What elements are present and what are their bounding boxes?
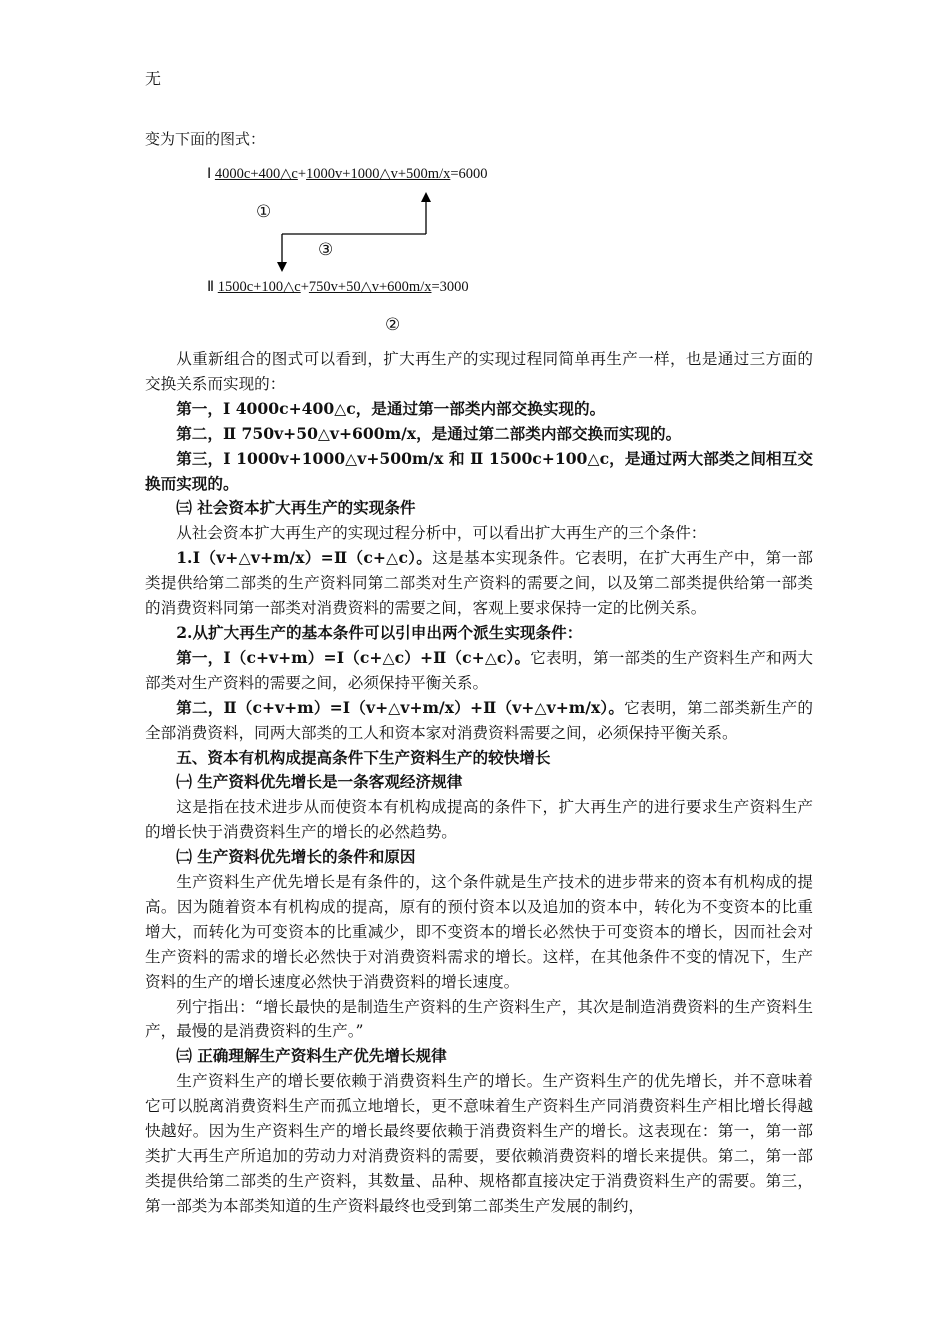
row2-term-c: 1500c+100△c <box>217 279 301 295</box>
row1-term-v: 1000v+1000△v+500m/x <box>306 166 451 182</box>
row1-plus: + <box>297 166 307 182</box>
row2-plus: + <box>300 279 309 295</box>
paragraph-7 <box>145 546 813 621</box>
paragraph-8: 2.从扩大再生产的基本条件可以引申出两个派生实现条件： <box>176 622 583 642</box>
paragraph-1: 从重新组合的图式可以看到，扩大再生产的实现过程同简单再生产一样，也是通过三方面的交换关系而实现的： <box>145 350 813 393</box>
marker-3: ③ <box>318 240 334 260</box>
paragraph-9 <box>145 646 813 696</box>
section-heading-5-2: ㈡ 生产资料优先增长的条件和原因 <box>176 847 416 867</box>
intro-line: 变为下面的图式： <box>145 130 266 148</box>
paragraph-18: 生产资料生产的增长要依赖于消费资料生产的增长。生产资料生产的优先增长，并不意味着它可以脱离消费资料生产而孤立地增长，更不意味着生产资料生产同消费资料生产相比增长得越快越好。因为生产资料生产的增长最终要依赖于消费资料生产的增长。这表现在：第一，第一部类扩大再生产所追加的劳动力对消费资料的需要，要依赖消费资料的增长来提供。第二，第一部类提供给第二部类的生产资料，其数量、品种、规格都直接决定于消费资料生产的需要。第三，第一部类为本部类知道的生产资料最终也受到第二部类生产发展的制约， <box>145 1072 813 1215</box>
roman-numeral-2: Ⅱ <box>207 279 215 295</box>
marker-2: ② <box>385 315 401 335</box>
row2-result: =3000 <box>431 279 469 295</box>
paragraph-3: 第二，Ⅱ 750v+50△v+600m/x，是通过第二部类内部交换而实现的。 <box>176 423 682 443</box>
row2-term-v: 750v+50△v+600m/x <box>308 279 432 295</box>
marker-1: ① <box>256 202 272 222</box>
paragraph-15: 生产资料生产优先增长是有条件的，这个条件就是生产技术的进步带来的资本有机构成的提高。因为随着资本有机构成的提高，原有的预付资本以及追加的资本中，转化为不变资本的比重增大，而转化为可变资本的比重减少，即不变资本的增长必然快于可变资本的增长，因而社会对生产资料的需求的增长必然快于对消费资料需求的增长。这样，在其他条件不变的情况下，生产资料的生产的增长速度必然快于消费资料的增长速度。 <box>145 873 813 991</box>
header-text: 无 <box>145 69 162 88</box>
arrow-up-head <box>421 192 431 202</box>
derived-condition-2-formula: 第二，Ⅱ（c+v+m）=Ⅰ（v+△v+m/x）+Ⅱ（v+△v+m/x）。 <box>176 697 625 717</box>
section-heading-5-3: ㈢ 正确理解生产资料生产优先增长规律 <box>176 1046 447 1066</box>
paragraph-10 <box>145 696 813 746</box>
paragraph-4: 第三，Ⅰ 1000v+1000△v+500m/x 和 Ⅱ 1500c+100△c，是通过两大部类之间相互交换而实现的。 <box>145 448 813 493</box>
derived-condition-2-text: 它表明，第二部类新生产的全部消费资料，同两大部类的工人和资本家对消费资料需要之间，必须保持平衡关系。 <box>145 698 813 742</box>
derived-condition-1-text: 它表明，第一部类的生产资料生产和两大部类对生产资料的需要之间，必须保持平衡关系。 <box>145 648 813 692</box>
section-heading-5-1: ㈠ 生产资料优先增长是一条客观经济规律 <box>176 772 463 792</box>
document-body <box>145 347 813 1219</box>
row1-result: =6000 <box>450 166 488 182</box>
section-heading-3: ㈢ 社会资本扩大再生产的实现条件 <box>176 498 416 518</box>
paragraph-13: 这是指在技术进步从而使资本有机构成提高的条件下，扩大再生产的进行要求生产资料生产的增长快于消费资料生产的增长的必然趋势。 <box>145 798 813 842</box>
condition-1-text: 这是基本实现条件。它表明，在扩大再生产中，第一部类提供给第二部类的生产资料同第二部类对生产资料的需要之间，以及第二部类提供给第一部类的消费资料同第一部类对消费资料的需要之间，客观上要求保持一定的比例关系。 <box>145 549 813 618</box>
roman-numeral-1: Ⅰ <box>207 166 212 182</box>
exchange-arrows <box>0 0 950 340</box>
condition-1-formula: 1.Ⅰ（v+△v+m/x）=Ⅱ（c+△c）。 <box>176 548 433 568</box>
derived-condition-1-formula: 第一，Ⅰ（c+v+m）=Ⅰ（c+△c）+Ⅱ（c+△c）。 <box>176 647 531 667</box>
row1-term-c: 4000c+400△c <box>214 166 298 182</box>
paragraph-2: 第一，Ⅰ 4000c+400△c，是通过第一部类内部交换实现的。 <box>176 398 606 418</box>
arrow-down-head <box>277 262 287 272</box>
chapter-heading-5: 五、资本有机构成提高条件下生产资料生产的较快增长 <box>176 747 551 767</box>
paragraph-16: 列宁指出：“增长最快的是制造生产资料的生产资料生产，其次是制造消费资料的生产资料生产，最慢的是消费资料的生产。” <box>145 997 813 1041</box>
paragraph-6: 从社会资本扩大再生产的实现过程分析中，可以看出扩大再生产的三个条件： <box>176 524 707 543</box>
reproduction-diagram <box>0 0 950 340</box>
